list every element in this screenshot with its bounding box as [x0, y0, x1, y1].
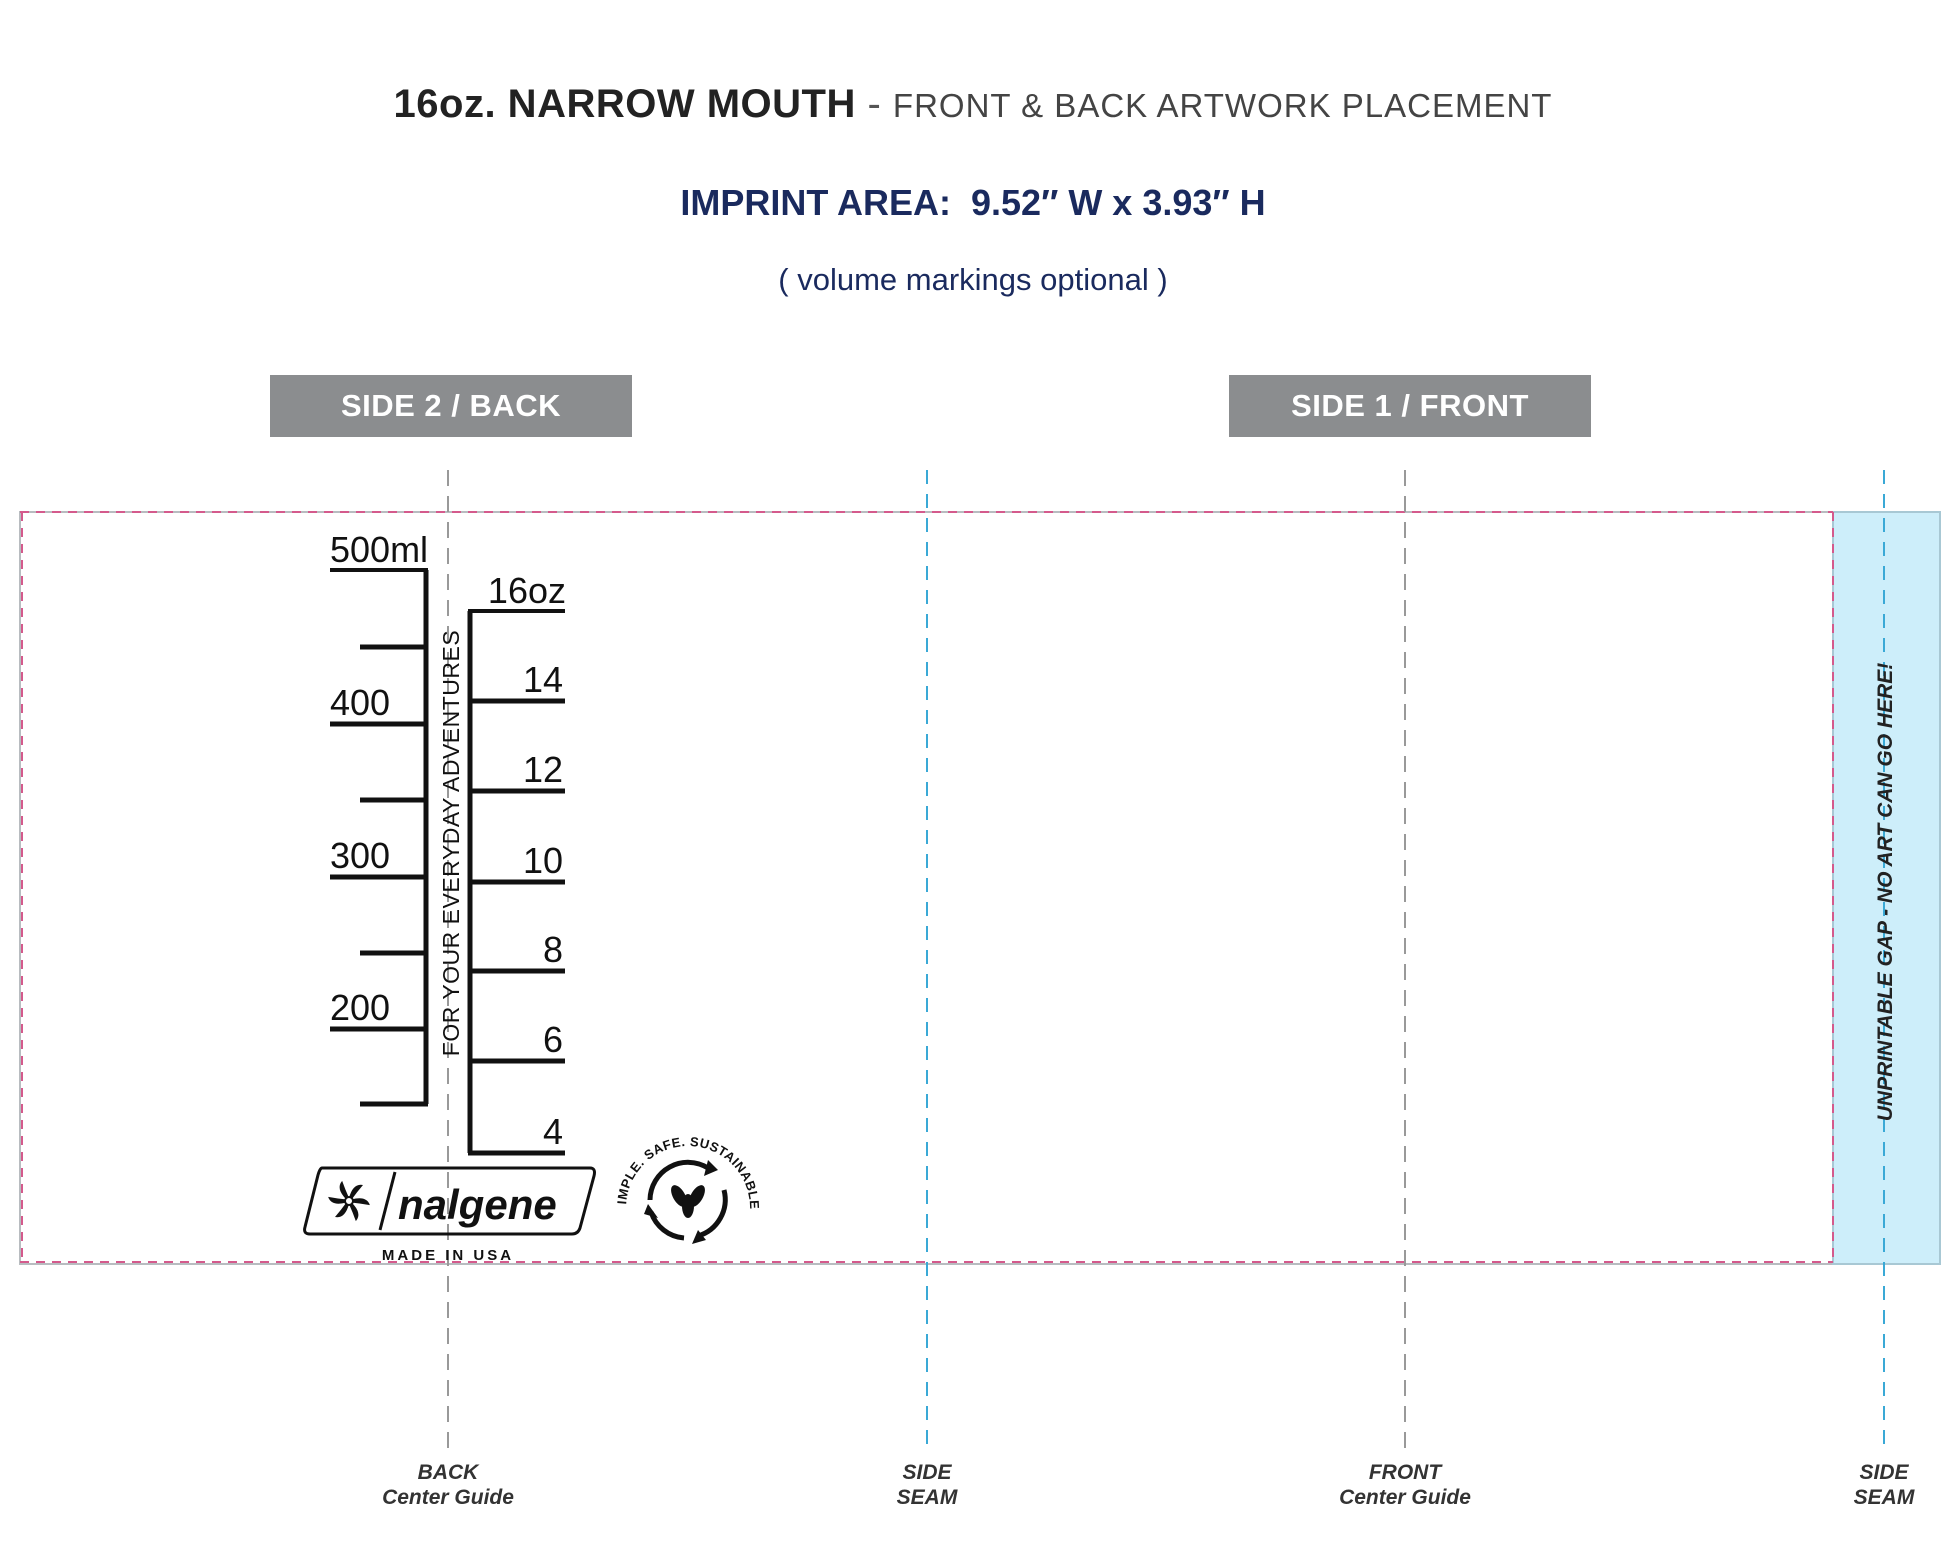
ml-label-500: 500ml: [330, 529, 429, 570]
front-center-guide-subtitle: Center Guide: [1339, 1486, 1471, 1509]
oz-label-8: 8: [542, 929, 563, 970]
ml-label-400: 400: [330, 682, 391, 723]
tagline-text: FOR YOUR EVERYDAY ADVENTURES: [438, 629, 464, 1057]
oz-label-12: 12: [522, 749, 563, 790]
imprint-area-frame: [20, 512, 1940, 1264]
back-center-guide-title: BACK: [417, 1461, 479, 1484]
side-seam-2-subtitle: SEAM: [1853, 1486, 1915, 1509]
side-seam-2-label: [1764, 1460, 1946, 1510]
title-separator: -: [855, 82, 893, 126]
side-2-back-label: SIDE 2 / BACK: [270, 375, 632, 437]
unprintable-gap-note: UNPRINTABLE GAP - NO ART CAN GO HERE!: [1874, 662, 1897, 1122]
title-subtitle: FRONT & BACK ARTWORK PLACEMENT: [892, 87, 1553, 124]
imprint-area-text: IMPRINT AREA: 9.52″ W x 3.93″ H: [680, 182, 1266, 223]
side-1-front-label: SIDE 1 / FRONT: [1229, 375, 1591, 437]
oz-label-10: 10: [522, 840, 563, 881]
back-center-guide-label: [328, 1460, 568, 1510]
leaf-icon: [668, 1183, 708, 1218]
badge-text: IMPLE. SAFE. SUSTAINABLE: [614, 1133, 763, 1210]
side-seam-2-title: SIDE: [1859, 1461, 1909, 1484]
oz-label-14: 14: [522, 659, 563, 700]
side-seam-1-subtitle: SEAM: [896, 1486, 958, 1509]
back-center-guide-subtitle: Center Guide: [382, 1486, 514, 1509]
sustainability-badge: [614, 1134, 762, 1244]
side-seam-1-label: [807, 1460, 1047, 1510]
title-main: 16oz. NARROW MOUTH: [393, 82, 856, 126]
oz-label-6: 6: [542, 1019, 563, 1060]
oz-label-4: 4: [542, 1111, 563, 1152]
side-seam-1-title: SIDE: [902, 1461, 952, 1484]
nalgene-logo: [305, 1168, 595, 1264]
optional-note: ( volume markings optional ): [778, 262, 1168, 297]
oz-label-16: 16oz: [487, 570, 566, 611]
pinwheel-icon: [328, 1181, 370, 1221]
nalgene-wordmark: nalgene: [398, 1181, 557, 1228]
front-center-guide-label: [1285, 1460, 1525, 1510]
front-center-guide-title: FRONT: [1368, 1461, 1442, 1484]
ml-label-300: 300: [330, 835, 391, 876]
made-in-usa-text: MADE IN USA: [381, 1247, 515, 1264]
ml-label-200: 200: [330, 987, 391, 1028]
